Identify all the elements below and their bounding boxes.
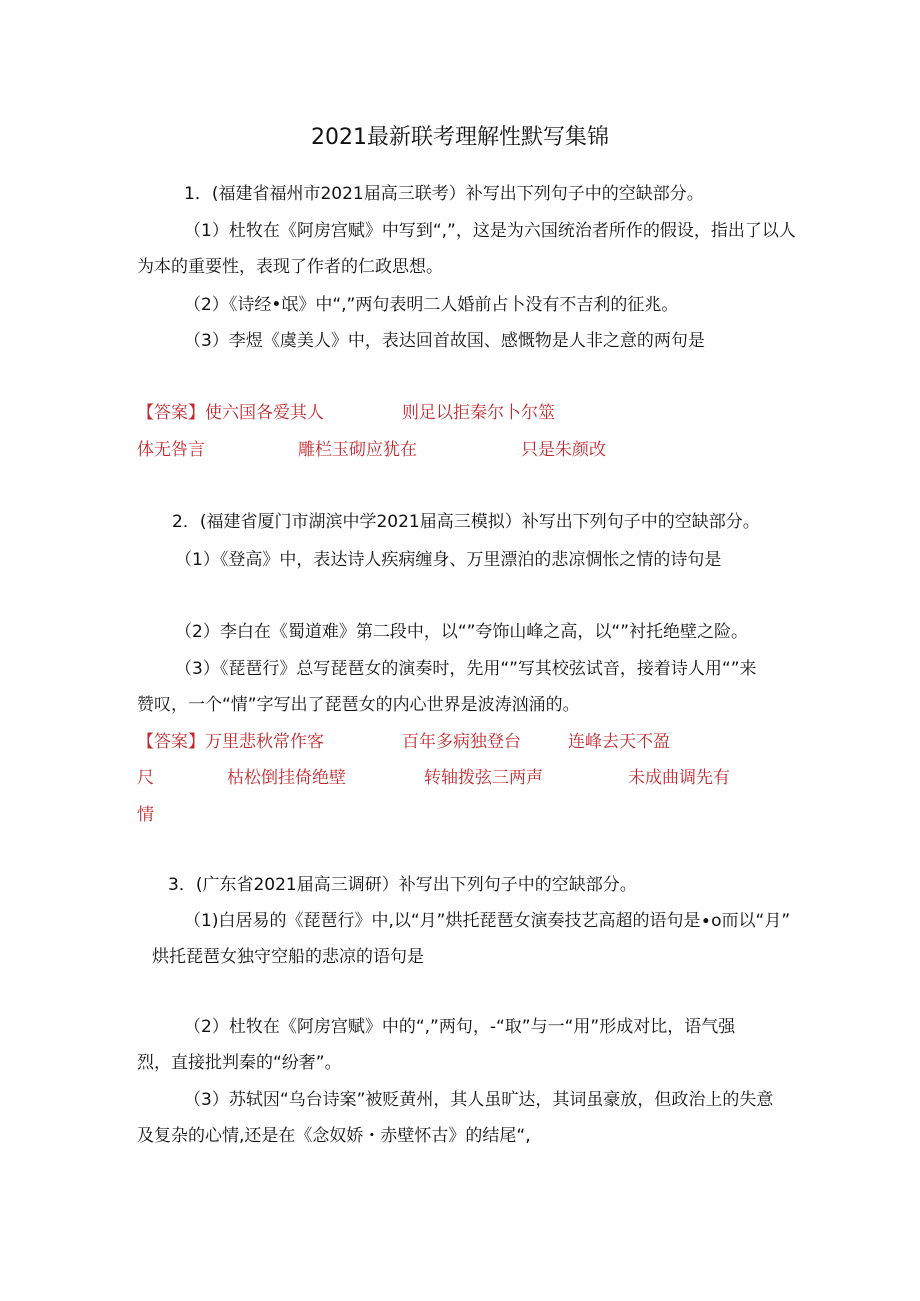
q2-header: 2．(福建省厦门市湖滨中学2021届高三模拟）补写出下列句子中的空缺部分。 xyxy=(172,512,760,532)
q2-answer-4: 尺 xyxy=(137,768,154,788)
q2-answer-1: 万里悲秋常作客 xyxy=(205,732,324,752)
q1-part1-line1: （1）杜牧在《阿房宫赋》中写到“,”，这是为六国统治者所作的假设，指出了以人 xyxy=(184,221,796,241)
q2-answer-3: 连峰去天不盈 xyxy=(568,732,670,752)
q3-part2-line1: （2）杜牧在《阿房宫赋》中的“,”两句，-“取”与一“用”形成对比，语气强 xyxy=(184,1017,736,1037)
q3-header: 3．(广东省2021届高三调研）补写出下列句子中的空缺部分。 xyxy=(168,875,637,895)
q1-part1-line2: 为本的重要性，表现了作者的仁政思想。 xyxy=(137,257,443,277)
q1-answer-4: 雕栏玉砌应犹在 xyxy=(298,440,417,460)
q1-part2: （2）《诗经•氓》中“,”两句表明二人婚前占卜没有不吉利的征兆。 xyxy=(184,295,679,315)
q1-answer-label: 【答案】 xyxy=(137,403,205,423)
q1-answer-2: 则足以拒秦尔卜尔筮 xyxy=(402,403,555,423)
q2-answer-8: 情 xyxy=(137,805,154,825)
q3-part3-line1: （3）苏轼因“乌台诗案”被贬黄州，其人虽旷达，其词虽豪放，但政治上的失意 xyxy=(184,1090,774,1110)
q3-part1-line1: （1)白居易的《琵琶行》中,以“月”烘托琵琶女演奏技艺高超的语句是∙o而以“月” xyxy=(184,911,791,931)
q2-part3-line2: 赞叹，一个“情”字写出了琵琶女的内心世界是波涛汹涌的。 xyxy=(137,695,580,715)
q1-answer-3: 体无咎言 xyxy=(137,440,205,460)
q3-part2-line2: 烈，直接批判秦的“纷奢”。 xyxy=(137,1053,342,1073)
q2-part2: （2）李白在《蜀道难》第二段中，以“”夸饰山峰之高，以“”衬托绝壁之险。 xyxy=(175,622,749,642)
q3-part3-line2: 及复杂的心情,还是在《念奴娇・赤壁怀古》的结尾“, xyxy=(137,1126,531,1146)
q1-header: 1．(福建省福州市2021届高三联考）补写出下列句子中的空缺部分。 xyxy=(184,184,704,204)
q1-part3: （3）李煜《虞美人》中，表达回首故国、感慨物是人非之意的两句是 xyxy=(184,331,705,351)
q2-answer-2: 百年多病独登台 xyxy=(402,732,521,752)
q2-answer-label: 【答案】 xyxy=(137,732,205,752)
q2-answer-6: 转轴拨弦三两声 xyxy=(424,768,543,788)
q2-answer-7: 未成曲调先有 xyxy=(628,768,730,788)
q1-answer-5: 只是朱颜改 xyxy=(521,440,606,460)
page-title: 2021最新联考理解性默写集锦 xyxy=(311,125,609,150)
q1-answer-1: 使六国各爱其人 xyxy=(205,403,324,423)
q3-part1-line2: 烘托琵琶女独守空船的悲凉的语句是 xyxy=(152,947,424,967)
q2-part3-line1: （3）《琵琶行》总写琵琶女的演奏时，先用“”写其校弦试音，接着诗人用“”来 xyxy=(175,659,757,679)
q2-part1: （1）《登高》中，表达诗人疾病缠身、万里漂泊的悲凉惆怅之情的诗句是 xyxy=(175,550,722,570)
q2-answer-5: 枯松倒挂倚绝壁 xyxy=(227,768,346,788)
